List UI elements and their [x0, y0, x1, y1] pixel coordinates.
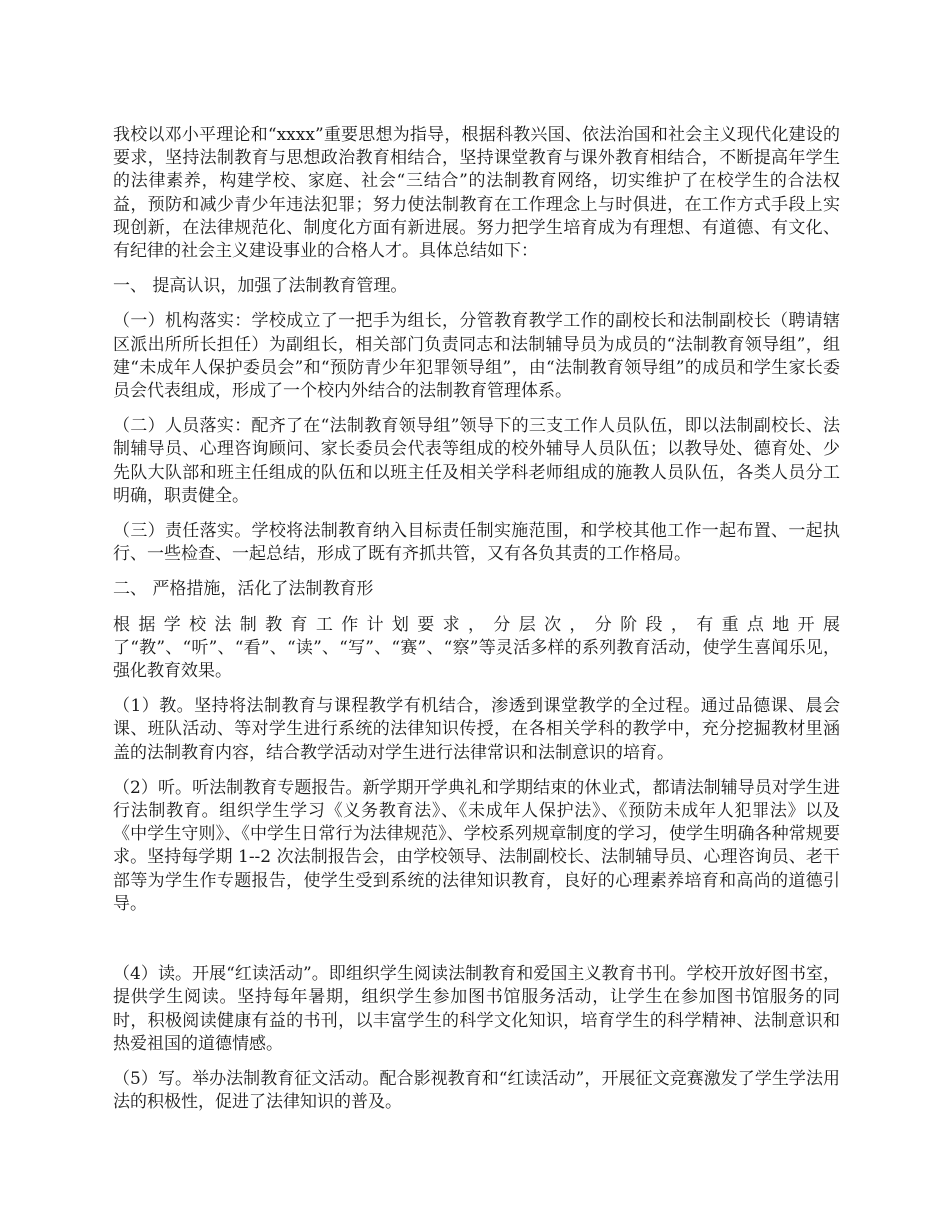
paragraph-teach: （1）教。坚持将法制教育与课程教学有机结合，渗透到课堂教学的全过程。通过品德课、晨会课、班队活动、等对学生进行系统的法律知识传授，在各相关学科的教学中，充分挖掘教材里涵盖的法制教育内容，结合教学活动对学生进行法律常识和法制意识的培育。	[113, 696, 840, 763]
paragraph-organization: （一）机构落实：学校成立了一把手为组长，分管教育教学工作的副校长和法制副校长（聘请辖区派出所所长担任）为副组长，相关部门负责同志和法制辅导员为成员的“法制教育领导组”，组建“未成年人保护委员会”和“预防青少年犯罪领导组”，由“法制教育领导组”的成员和学生家长委员会代表组成，形成了一个校内外结合的法制教育管理体系。	[113, 311, 840, 402]
section-heading-1: 一、 提高认识，加强了法制教育管理。	[113, 276, 408, 297]
paragraph-activities: 根据学校法制教育工作计划要求，分层次，分阶段，有重点地开展了“教”、“听”、“看”、“读”、“写”、“赛”、“察”等灵活多样的系列教育活动，使学生喜闻乐见，强化教育效果。	[113, 614, 840, 682]
intro-paragraph: 我校以邓小平理论和“xxxx”重要思想为指导，根据科教兴国、依法治国和社会主义现代化建设的要求，坚持法制教育与思想政治教育相结合，坚持课堂教育与课外教育相结合，不断提高年学生的法律素养，构建学校、家庭、社会“三结合”的法制教育网络，切实维护了在校学生的合法权益，预防和减少青少年违法犯罪；努力使法制教育在工作理念上与时俱进，在工作方式手段上实现创新，在法律规范化、制度化方面有新进展。努力把学生培育成为有理想、有道德、有文化、有纪律的社会主义建设事业的合格人才。具体总结如下：	[113, 125, 840, 262]
document-body	[113, 124, 840, 1126]
paragraph-personnel: （二）人员落实：配齐了在“法制教育领导组”领导下的三支工作人员队伍，即以法制副校长、法制辅导员、心理咨询顾问、家长委员会代表等组成的校外辅导人员队伍；以教导处、德育处、少先队大队部和班主任组成的队伍和以班主任及相关学科老师组成的施教人员队伍，各类人员分工明确，职责健全。	[113, 416, 840, 506]
paragraph-write: （5）写。举办法制教育征文活动。配合影视教育和“红读活动”，开展征文竞赛激发了学生学法用法的积极性，促进了法律知识的普及。	[113, 1068, 840, 1113]
paragraph-read: （4）读。开展“红读活动”。即组织学生阅读法制教育和爱国主义教育书刊。学校开放好图书室，提供学生阅读。坚持每年暑期，组织学生参加图书馆服务活动，让学生在参加图书馆服务的同时，积极阅读健康有益的书刊，以丰富学生的科学文化知识，培育学生的科学精神、法制意识和热爱祖国的道德情感。	[113, 964, 840, 1054]
paragraph-listen: （2）听。听法制教育专题报告。新学期开学典礼和学期结束的休业式，都请法制辅导员对学生进行法制教育。组织学生学习《义务教育法》、《未成年人保护法》、《预防未成年人犯罪法》以及《中学生守则》、《中学生日常行为法律规范》、学校系列规章制度的学习，使学生明确各种常规要求。坚持每学期 1--2 次法制报告会，由学校领导、法制副校长、法制辅导员、心理咨询员、老干部等为学生作专题报告，使学生受到系统的法律知识教育，良好的心理素养培育和高尚的道德引导。	[113, 777, 840, 914]
section-heading-2: 二、 严格措施，活化了法制教育形	[113, 579, 374, 600]
blank-gap	[113, 928, 840, 963]
paragraph-responsibility: （三）责任落实。学校将法制教育纳入目标责任制实施范围，和学校其他工作一起布置、一起执行、一些检查、一起总结，形成了既有齐抓共管，又有各负其责的工作格局。	[113, 521, 840, 565]
